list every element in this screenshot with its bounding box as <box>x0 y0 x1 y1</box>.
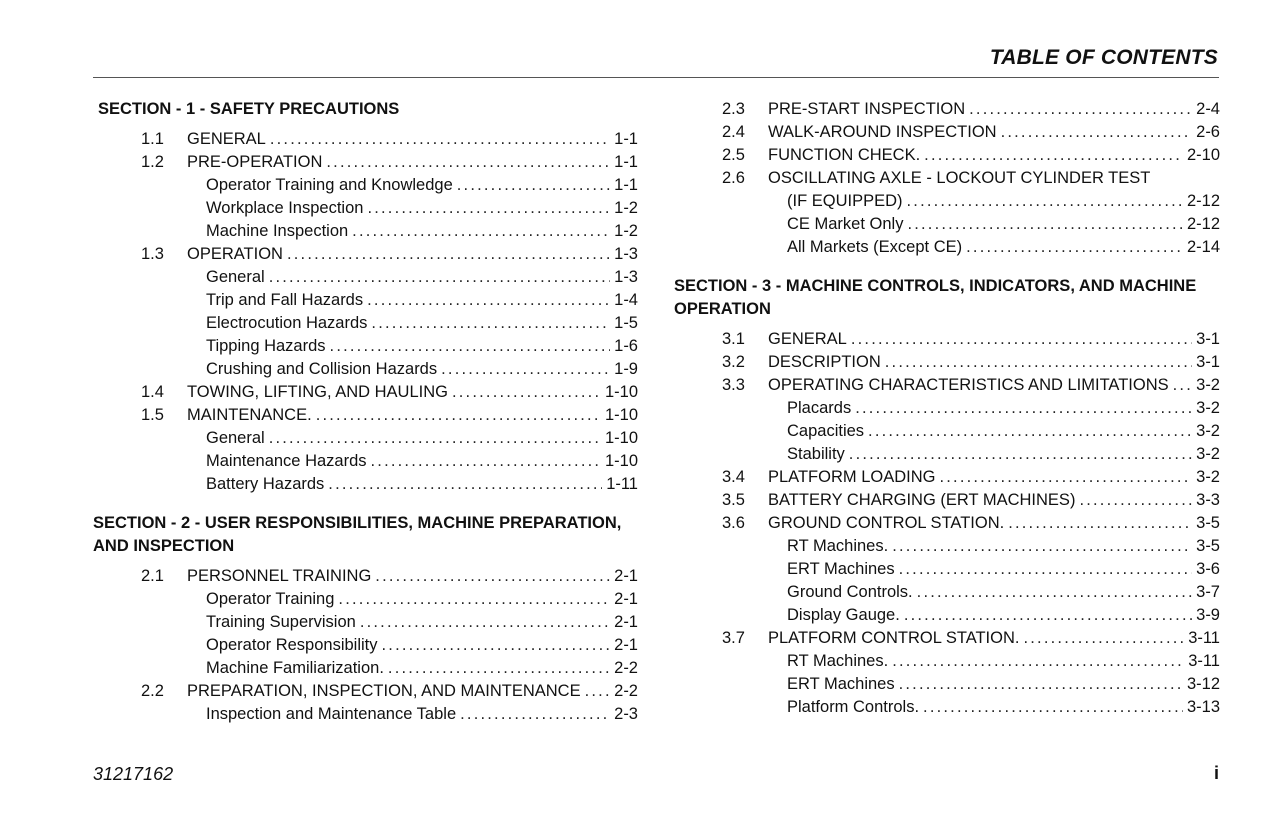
dot-leader <box>367 289 610 312</box>
toc-entry-page: 2-4 <box>1196 100 1220 118</box>
toc-entry-label: MAINTENANCE. <box>187 406 312 424</box>
toc-entry[interactable] <box>674 167 1220 190</box>
toc-entry-label: Capacities <box>787 422 865 440</box>
toc-entry[interactable] <box>674 98 1220 121</box>
toc-entry-number: 1.1 <box>141 130 164 148</box>
toc-entry-number: 3.7 <box>722 629 745 647</box>
toc-entry-label: Trip and Fall Hazards <box>206 291 364 309</box>
toc-entry-label: RT Machines. <box>787 537 889 555</box>
toc-subentry[interactable] <box>93 197 638 220</box>
toc-entry-number: 2.3 <box>722 100 745 118</box>
toc-subentry[interactable] <box>93 335 638 358</box>
toc-entry-page: 3-9 <box>1196 606 1220 624</box>
toc-entry-label: OPERATING CHARACTERISTICS AND LIMITATIONS <box>768 376 1169 394</box>
dot-leader <box>330 335 611 358</box>
toc-entry-page: 3-5 <box>1196 537 1220 555</box>
toc-entry-label: DESCRIPTION <box>768 353 881 371</box>
toc-entry-number: 3.5 <box>722 491 745 509</box>
toc-list <box>93 565 638 726</box>
toc-entry-label: Operator Responsibility <box>206 636 378 654</box>
toc-entry-number: 2.5 <box>722 146 745 164</box>
toc-subentry[interactable] <box>674 558 1220 581</box>
dot-leader <box>457 174 610 197</box>
dot-leader <box>923 696 1183 719</box>
toc-entry-page: 3-11 <box>1188 629 1220 647</box>
toc-entry-number: 2.2 <box>141 682 164 700</box>
toc-entry-number: 1.3 <box>141 245 164 263</box>
toc-entry[interactable] <box>674 121 1220 144</box>
toc-subentry[interactable] <box>674 650 1220 673</box>
toc-entry-label: BATTERY CHARGING (ERT MACHINES) <box>768 491 1076 509</box>
toc-entry-label: OPERATION <box>187 245 283 263</box>
toc-entry-page: 1-1 <box>614 153 638 171</box>
toc-subentry[interactable] <box>93 611 638 634</box>
toc-entry-label: GENERAL <box>187 130 266 148</box>
toc-entry-label: (IF EQUIPPED) <box>787 192 903 210</box>
toc-entry-label: GENERAL <box>768 330 847 348</box>
toc-subentry[interactable] <box>93 588 638 611</box>
dot-leader <box>338 588 610 611</box>
toc-entry-label: TOWING, LIFTING, AND HAULING <box>187 383 448 401</box>
toc-subentry[interactable] <box>93 358 638 381</box>
toc-entry-page: 1-4 <box>614 291 638 309</box>
dot-leader <box>328 473 602 496</box>
dot-leader <box>885 351 1192 374</box>
toc-subentry[interactable] <box>93 220 638 243</box>
dot-leader <box>316 404 601 427</box>
toc-entry-page: 1-11 <box>606 475 638 493</box>
toc-entry-page: 1-10 <box>604 383 638 401</box>
toc-subentry[interactable] <box>93 473 638 496</box>
toc-subentry[interactable] <box>674 443 1220 466</box>
toc-entry-page: 2-2 <box>614 659 638 677</box>
toc-entry-label: ERT Machines <box>787 675 895 693</box>
toc-subentry[interactable] <box>93 657 638 680</box>
toc-entry-number: 1.5 <box>141 406 164 424</box>
toc-entry-page: 2-1 <box>614 590 638 608</box>
section-heading <box>674 275 1220 321</box>
toc-entry-page: 2-1 <box>614 613 638 631</box>
section-heading-line: SECTION - 2 - USER RESPONSIBILITIES, MACHINE PREPARATION, <box>93 514 622 532</box>
toc-entry[interactable] <box>674 489 1220 512</box>
toc-entry-label: FUNCTION CHECK. <box>768 146 921 164</box>
toc-entry-label: Electrocution Hazards <box>206 314 368 332</box>
toc-right-column <box>674 98 1220 719</box>
toc-list <box>93 128 638 496</box>
dot-leader <box>585 680 611 703</box>
toc-subentry[interactable] <box>93 634 638 657</box>
toc-entry-page: 3-2 <box>1196 376 1220 394</box>
dot-leader <box>371 312 610 335</box>
toc-entry[interactable] <box>93 128 638 151</box>
toc-entry-label: PRE-START INSPECTION <box>768 100 966 118</box>
toc-subentry[interactable] <box>674 581 1220 604</box>
toc-entry[interactable] <box>93 381 638 404</box>
toc-entry-page: 2-6 <box>1196 123 1220 141</box>
toc-entry-label: Machine Familiarization. <box>206 659 384 677</box>
toc-entry-label: PREPARATION, INSPECTION, AND MAINTENANCE <box>187 682 581 700</box>
section-gap <box>93 496 638 512</box>
toc-entry[interactable] <box>93 404 638 427</box>
dot-leader <box>939 466 1192 489</box>
toc-entry-label: PRE-OPERATION <box>187 153 323 171</box>
dot-leader <box>287 243 610 266</box>
dot-leader <box>849 443 1192 466</box>
toc-entry-page: 1-10 <box>604 429 638 447</box>
toc-entry-label: Ground Controls. <box>787 583 913 601</box>
dot-leader <box>969 98 1192 121</box>
toc-entry-label: Platform Controls. <box>787 698 920 716</box>
toc-entry-page: 3-11 <box>1188 652 1220 670</box>
dot-leader <box>441 358 610 381</box>
toc-entry-page: 1-1 <box>614 176 638 194</box>
toc-subentry[interactable] <box>674 190 1220 213</box>
toc-entry[interactable] <box>674 466 1220 489</box>
toc-subentry[interactable] <box>93 174 638 197</box>
dot-leader <box>851 328 1192 351</box>
toc-subentry[interactable] <box>674 213 1220 236</box>
toc-entry-label: CE Market Only <box>787 215 904 233</box>
dot-leader <box>388 657 610 680</box>
toc-left-column <box>93 98 638 726</box>
toc-entry-page: 3-1 <box>1196 330 1220 348</box>
section-heading: SECTION - 1 - SAFETY PRECAUTIONS <box>98 100 400 118</box>
dot-leader <box>460 703 610 726</box>
section-heading-line: SECTION - 3 - MACHINE CONTROLS, INDICATORS, AND MACHINE <box>674 277 1197 295</box>
toc-entry-number: 3.2 <box>722 353 745 371</box>
dot-leader <box>375 565 610 588</box>
page-title: TABLE OF CONTENTS <box>989 46 1218 69</box>
toc-list <box>674 98 1220 259</box>
document-number: 31217162 <box>93 764 174 784</box>
toc-entry-page: 2-1 <box>614 636 638 654</box>
toc-entry-label: Tipping Hazards <box>206 337 326 355</box>
toc-entry[interactable] <box>674 374 1220 397</box>
header-divider <box>93 77 1219 78</box>
toc-entry-label: Training Supervision <box>206 613 356 631</box>
toc-entry-page: 3-13 <box>1186 698 1220 716</box>
toc-entry-label: WALK-AROUND INSPECTION <box>768 123 997 141</box>
toc-entry-label: All Markets (Except CE) <box>787 238 963 256</box>
section-gap <box>674 259 1220 275</box>
dot-leader <box>452 381 601 404</box>
toc-entry-page: 1-2 <box>614 222 638 240</box>
toc-entry-page: 3-6 <box>1196 560 1220 578</box>
dot-leader <box>382 634 611 657</box>
dot-leader <box>360 611 610 634</box>
toc-entry-number: 2.4 <box>722 123 745 141</box>
toc-entry[interactable] <box>93 151 638 174</box>
dot-leader <box>1173 374 1193 397</box>
toc-entry-page: 3-7 <box>1196 583 1220 601</box>
toc-entry-number: 1.4 <box>141 383 164 401</box>
toc-entry-label: Display Gauge. <box>787 606 900 624</box>
toc-entry-page: 2-12 <box>1186 215 1220 233</box>
toc-entry-label: PLATFORM CONTROL STATION. <box>768 629 1020 647</box>
dot-leader <box>904 604 1192 627</box>
toc-entry-label: Stability <box>787 445 845 463</box>
toc-entry-page: 1-10 <box>604 406 638 424</box>
toc-subentry[interactable] <box>93 450 638 473</box>
toc-entry[interactable] <box>93 680 638 703</box>
toc-subentry[interactable] <box>93 312 638 335</box>
toc-entry-label: RT Machines. <box>787 652 889 670</box>
dot-leader <box>899 673 1183 696</box>
toc-entry-page: 1-1 <box>614 130 638 148</box>
toc-subentry[interactable] <box>674 420 1220 443</box>
toc-entry-page: 2-12 <box>1186 192 1220 210</box>
toc-entry-page: 1-2 <box>614 199 638 217</box>
dot-leader <box>367 197 610 220</box>
toc-entry-page: 2-14 <box>1186 238 1220 256</box>
page-number: i <box>1213 763 1219 783</box>
section-heading-line: OPERATION <box>674 300 771 318</box>
dot-leader <box>868 420 1192 443</box>
toc-subentry[interactable] <box>93 289 638 312</box>
toc-entry-page: 1-6 <box>614 337 638 355</box>
toc-entry-number: 3.1 <box>722 330 745 348</box>
toc-entry-page: 3-12 <box>1186 675 1220 693</box>
section-heading <box>93 512 638 558</box>
toc-entry-label: Workplace Inspection <box>206 199 364 217</box>
toc-entry[interactable] <box>93 243 638 266</box>
dot-leader <box>907 190 1183 213</box>
toc-entry-page: 1-3 <box>614 268 638 286</box>
dot-leader <box>269 266 610 289</box>
toc-entry-page: 2-10 <box>1186 146 1220 164</box>
dot-leader <box>269 427 601 450</box>
toc-entry[interactable] <box>674 328 1220 351</box>
dot-leader <box>892 535 1192 558</box>
toc-entry-page: 3-1 <box>1196 353 1220 371</box>
dot-leader <box>924 144 1183 167</box>
toc-entry[interactable] <box>674 512 1220 535</box>
toc-subentry[interactable] <box>93 266 638 289</box>
toc-entry-number: 2.1 <box>141 567 164 585</box>
dot-leader <box>1008 512 1192 535</box>
dot-leader <box>371 450 601 473</box>
toc-entry-label: GROUND CONTROL STATION. <box>768 514 1005 532</box>
toc-entry[interactable] <box>674 627 1220 650</box>
dot-leader <box>1079 489 1192 512</box>
toc-entry-label: Inspection and Maintenance Table <box>206 705 457 723</box>
toc-entry-label: Crushing and Collision Hazards <box>206 360 438 378</box>
section-heading-line: AND INSPECTION <box>93 537 235 555</box>
toc-entry-page: 3-2 <box>1196 422 1220 440</box>
dot-leader <box>907 213 1183 236</box>
toc-entry-label: Machine Inspection <box>206 222 349 240</box>
toc-entry[interactable] <box>674 351 1220 374</box>
toc-entry-page: 3-2 <box>1196 468 1220 486</box>
toc-entry-number: 3.3 <box>722 376 745 394</box>
toc-subentry[interactable] <box>674 535 1220 558</box>
toc-entry-page: 2-3 <box>614 705 638 723</box>
dot-leader <box>966 236 1183 259</box>
toc-entry-label: ERT Machines <box>787 560 895 578</box>
toc-entry[interactable] <box>93 565 638 588</box>
toc-entry-page: 3-5 <box>1196 514 1220 532</box>
dot-leader <box>899 558 1193 581</box>
toc-subentry[interactable] <box>93 427 638 450</box>
dot-leader <box>1001 121 1193 144</box>
toc-subentry[interactable] <box>674 673 1220 696</box>
dot-leader <box>917 581 1192 604</box>
toc-entry-label: Operator Training and Knowledge <box>206 176 453 194</box>
toc-subentry[interactable] <box>674 696 1220 719</box>
toc-entry-number: 1.2 <box>141 153 164 171</box>
dot-leader <box>326 151 610 174</box>
toc-entry-label: Battery Hazards <box>206 475 325 493</box>
toc-entry-label: PLATFORM LOADING <box>768 468 936 486</box>
toc-entry-page: 3-2 <box>1196 445 1220 463</box>
toc-list <box>674 328 1220 719</box>
dot-leader <box>270 128 610 151</box>
dot-leader <box>892 650 1184 673</box>
toc-entry-label: OSCILLATING AXLE - LOCKOUT CYLINDER TEST <box>768 169 1151 187</box>
toc-subentry[interactable] <box>674 604 1220 627</box>
toc-entry-number: 3.6 <box>722 514 745 532</box>
toc-entry-page: 1-5 <box>614 314 638 332</box>
toc-entry-page: 3-3 <box>1196 491 1220 509</box>
toc-entry-label: PERSONNEL TRAINING <box>187 567 372 585</box>
dot-leader <box>352 220 610 243</box>
toc-entry-label: General <box>206 268 265 286</box>
toc-entry-number: 3.4 <box>722 468 745 486</box>
toc-entry-number: 2.6 <box>722 169 745 187</box>
toc-entry-page: 1-9 <box>614 360 638 378</box>
toc-entry-page: 2-1 <box>614 567 638 585</box>
toc-entry-page: 1-3 <box>614 245 638 263</box>
toc-entry-label: General <box>206 429 265 447</box>
dot-leader <box>1023 627 1184 650</box>
toc-subentry[interactable] <box>93 703 638 726</box>
toc-entry-label: Placards <box>787 399 852 417</box>
toc-entry[interactable] <box>674 144 1220 167</box>
toc-entry-label: Maintenance Hazards <box>206 452 367 470</box>
toc-entry-page: 3-2 <box>1196 399 1220 417</box>
toc-entry-label: Operator Training <box>206 590 335 608</box>
toc-subentry[interactable] <box>674 236 1220 259</box>
dot-leader <box>855 397 1192 420</box>
toc-entry-page: 2-2 <box>614 682 638 700</box>
toc-entry-page: 1-10 <box>604 452 638 470</box>
toc-subentry[interactable] <box>674 397 1220 420</box>
